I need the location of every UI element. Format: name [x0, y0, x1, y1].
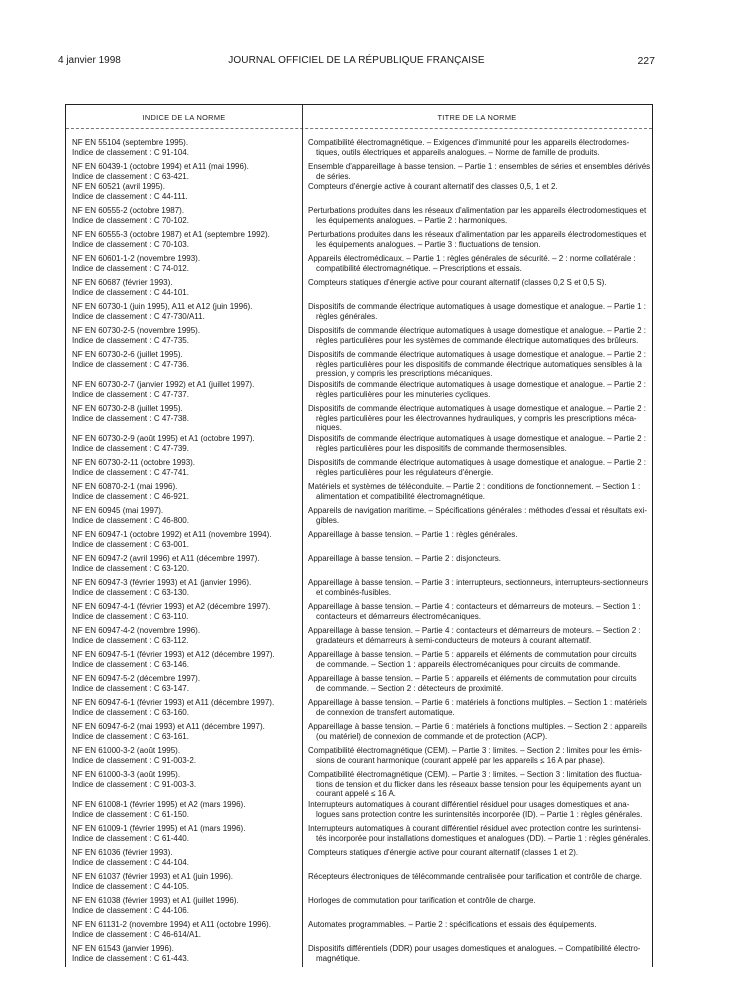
standard-reference	[72, 944, 296, 963]
standard-reference	[72, 554, 296, 573]
title-line: Appareillage à basse tension. – Partie 5 : appareils et éléments de commutation pour circuits	[308, 650, 637, 659]
title-line: Interrupteurs automatiques à courant différentiel résiduel avec protection contre les surintensi-	[308, 824, 641, 833]
standard-number: NF EN 60730-1 (juin 1995), A11 et A12 (juin 1996).	[72, 302, 253, 311]
standard-reference	[72, 302, 296, 321]
standard-title	[308, 404, 646, 433]
standard-reference	[72, 920, 296, 939]
standard-number: NF EN 55104 (septembre 1995).	[72, 138, 189, 147]
title-line: de commande. – Section 1 : appareils électromécaniques pour circuits de commande.	[316, 659, 621, 669]
title-line: magnétique.	[316, 953, 361, 963]
title-line: Dispositifs de commande électrique automatiques à usage domestique et analogue. – Partie 2 :	[308, 434, 646, 443]
standard-title	[308, 674, 646, 693]
standard-reference	[72, 182, 296, 201]
standard-title	[308, 800, 646, 819]
standard-title	[308, 206, 646, 225]
title-line: Compteurs statiques d'énergie active pour courant alternatif (classes 1 et 2).	[308, 848, 579, 857]
title-line: tions de tension et du flicker dans les réseaux basse tension pour les équipements ayant un	[316, 779, 642, 789]
column-header-index: INDICE DE LA NORME	[142, 113, 226, 122]
title-line: règles particulières pour les électrovannes hydrauliques, y compris les prescriptions méca-	[316, 413, 637, 423]
standard-title	[308, 944, 646, 963]
title-line: logues sans protection contre les surintensités incorporée (ID). – Partie 1 : règles générales.	[316, 809, 643, 819]
classification-index: Indice de classement : C 46-921.	[72, 491, 189, 501]
standard-title	[308, 746, 646, 765]
classification-index: Indice de classement : C 44-106.	[72, 905, 189, 915]
title-line: Appareillage à basse tension. – Partie 4 : contacteurs et démarreurs de moteurs. – Section 2 :	[308, 626, 641, 635]
title-line: Appareillage à basse tension. – Partie 3 : interrupteurs, sectionneurs, interrupteurs-sectionneurs	[308, 578, 649, 587]
page-number: 227	[637, 55, 655, 67]
standard-number: NF EN 61131-2 (novembre 1994) et A11 (octobre 1996).	[72, 920, 271, 929]
classification-index: Indice de classement : C 91-104.	[72, 147, 189, 157]
classification-index: Indice de classement : C 91-003-3.	[72, 779, 197, 789]
standard-title	[308, 482, 646, 501]
classification-index: Indice de classement : C 63-421.	[72, 171, 189, 181]
classification-index: Indice de classement : C 44-101.	[72, 287, 189, 297]
title-line: Appareillage à basse tension. – Partie 6 : matériels à fonctions multiples. – Section 2 : appareils	[308, 722, 647, 731]
standard-reference	[72, 872, 296, 891]
standard-reference	[72, 722, 296, 741]
standard-title	[308, 722, 646, 741]
classification-index: Indice de classement : C 61-440.	[72, 833, 189, 843]
title-line: règles particulières pour les régulateurs d'énergie.	[316, 467, 494, 477]
standard-number: NF EN 60521 (avril 1995).	[72, 182, 165, 191]
standard-number: NF EN 60947-5-1 (février 1993) et A12 (décembre 1997).	[72, 650, 275, 659]
standard-number: NF EN 60947-2 (avril 1996) et A11 (décembre 1997).	[72, 554, 260, 563]
standard-reference	[72, 138, 296, 157]
title-line: Appareillage à basse tension. – Partie 6 : matériels à fonctions multiples. – Section 1 : matériels	[308, 698, 647, 707]
classification-index: Indice de classement : C 63-120.	[72, 563, 189, 573]
standard-reference	[72, 326, 296, 345]
standard-number: NF EN 60945 (mai 1997).	[72, 506, 164, 515]
title-line: règles particulières pour les systèmes de commande électrique automatiques des brûleurs.	[316, 335, 639, 345]
title-line: Interrupteurs automatiques à courant différentiel résiduel pour usages domestiques et ana-	[308, 800, 630, 809]
classification-index: Indice de classement : C 46-800.	[72, 515, 189, 525]
standard-reference	[72, 578, 296, 597]
standard-number: NF EN 60730-2-5 (novembre 1995).	[72, 326, 201, 335]
standard-title	[308, 162, 651, 181]
title-line: gradateurs et démarreurs à semi-conducteurs de moteurs à courant alternatif.	[316, 635, 592, 645]
title-line: (ou matériel) de connexion de commande et de protection (ACP).	[316, 731, 548, 741]
standard-title	[308, 650, 646, 669]
standard-title	[308, 138, 646, 157]
standard-number: NF EN 60947-1 (octobre 1992) et A11 (novembre 1994).	[72, 530, 272, 539]
title-line: alimentation et compatibilité électromagnétique.	[316, 491, 485, 501]
title-line: gibles.	[316, 515, 340, 525]
title-line: Perturbations produites dans les réseaux d'alimentation par les appareils électrodomestiques et	[308, 206, 647, 215]
title-line: Dispositifs de commande électrique automatiques à usage domestique et analogue. – Partie 2 :	[308, 458, 646, 467]
title-line: Ensemble d'appareillage à basse tension. – Partie 1 : ensembles de séries et ensembles dérivés	[308, 162, 651, 171]
standard-title	[308, 182, 646, 192]
standard-number: NF EN 60947-3 (février 1993) et A1 (janvier 1996).	[72, 578, 252, 587]
standard-title	[308, 434, 646, 453]
standard-title	[308, 530, 646, 540]
title-line: règles générales.	[316, 311, 378, 321]
classification-index: Indice de classement : C 61-150.	[72, 809, 189, 819]
standard-number: NF EN 61000-3-2 (août 1995).	[72, 746, 181, 755]
standard-number: NF EN 60947-4-1 (février 1993) et A2 (décembre 1997).	[72, 602, 271, 611]
title-line: Automates programmables. – Partie 2 : spécifications et essais des équipements.	[308, 920, 597, 929]
title-line: Compatibilité électromagnétique. – Exigences d'immunité pour les appareils électrodomes-	[308, 138, 630, 147]
title-line: niques.	[316, 423, 342, 432]
title-line: de connexion de transfert automatique.	[316, 707, 455, 717]
title-line: Compatibilité électromagnétique (CEM). – Partie 3 : limites. – Section 2 : limites pour les émis-	[308, 746, 642, 755]
standard-title	[308, 872, 646, 882]
standard-reference	[72, 254, 296, 273]
standard-number: NF EN 60601-1-2 (novembre 1993).	[72, 254, 201, 263]
title-line: sions de courant harmonique (courant appelé par les appareils ≤ 16 A par phase).	[316, 755, 606, 765]
title-line: et combinés-fusibles.	[316, 587, 392, 597]
classification-index: Indice de classement : C 63-146.	[72, 659, 189, 669]
standard-number: NF EN 60730-2-8 (juillet 1995).	[72, 404, 183, 413]
standard-number: NF EN 61037 (février 1993) et A1 (juin 1996).	[72, 872, 233, 881]
standard-title	[308, 698, 646, 717]
title-line: pression, y compris les prescriptions mécaniques.	[316, 369, 493, 378]
standard-title	[308, 602, 646, 621]
title-line: les équipements analogues. – Partie 3 : fluctuations de tension.	[316, 239, 541, 249]
standard-reference	[72, 848, 296, 867]
title-line: règles particulières pour les dispositifs de commande électrique automatiques sensibles à la	[316, 359, 642, 369]
standard-reference	[72, 278, 296, 297]
standard-number: NF EN 61543 (janvier 1996).	[72, 944, 174, 953]
standard-reference	[72, 404, 296, 423]
title-line: règles particulières pour les dispositifs de commande thermosensibles.	[316, 443, 567, 453]
standard-title	[308, 458, 646, 477]
classification-index: Indice de classement : C 70-102.	[72, 215, 189, 225]
title-line: courant appelé ≤ 16 A.	[316, 789, 397, 798]
classification-index: Indice de classement : C 44-105.	[72, 881, 189, 891]
classification-index: Indice de classement : C 47-736.	[72, 359, 189, 369]
title-line: contacteurs et démarreurs électromécaniques.	[316, 611, 481, 621]
classification-index: Indice de classement : C 44-104.	[72, 857, 189, 867]
classification-index: Indice de classement : C 61-443.	[72, 953, 189, 963]
classification-index: Indice de classement : C 63-001.	[72, 539, 189, 549]
standard-reference	[72, 380, 296, 399]
standard-title	[308, 326, 646, 345]
classification-index: Indice de classement : C 47-737.	[72, 389, 189, 399]
classification-index: Indice de classement : C 63-112.	[72, 635, 189, 645]
classification-index: Indice de classement : C 47-739.	[72, 443, 189, 453]
column-divider	[302, 105, 303, 967]
standard-title	[308, 578, 649, 597]
standard-reference	[72, 746, 296, 765]
standard-reference	[72, 206, 296, 225]
title-line: de séries.	[316, 171, 351, 181]
title-line: Perturbations produites dans les réseaux d'alimentation par les appareils électrodomestiques et	[308, 230, 647, 239]
title-line: tés incorporée pour installations domestiques et analogues (DD). – Partie 1 : règles générales.	[316, 833, 651, 843]
title-line: Compteurs statiques d'énergie active pour courant alternatif (classes 0,2 S et 0,5 S).	[308, 278, 607, 287]
standard-number: NF EN 60555-3 (octobre 1987) et A1 (septembre 1992).	[72, 230, 270, 239]
standard-title	[308, 920, 646, 930]
header-divider	[66, 128, 652, 129]
classification-index: Indice de classement : C 63-147.	[72, 683, 189, 693]
classification-index: Indice de classement : C 46-614/A1.	[72, 929, 201, 939]
standard-reference	[72, 896, 296, 915]
title-line: Compteurs d'énergie active à courant alternatif des classes 0,5, 1 et 2.	[308, 182, 558, 191]
title-line: Matériels et systèmes de téléconduite. – Partie 2 : conditions de fonctionnement. – Section 1 :	[308, 482, 641, 491]
standard-number: NF EN 60730-2-11 (octobre 1993).	[72, 458, 196, 467]
standard-number: NF EN 61036 (février 1993).	[72, 848, 173, 857]
classification-index: Indice de classement : C 47-738.	[72, 413, 189, 423]
journal-title: JOURNAL OFFICIEL DE LA RÉPUBLIQUE FRANÇAISE	[228, 55, 485, 66]
classification-index: Indice de classement : C 47-735.	[72, 335, 189, 345]
standard-reference	[72, 434, 296, 453]
standard-reference	[72, 602, 296, 621]
title-line: Dispositifs de commande électrique automatiques à usage domestique et analogue. – Partie 1 :	[308, 302, 646, 311]
standard-title	[308, 506, 646, 525]
title-line: Appareils de navigation maritime. – Spécifications générales : méthodes d'essai et résultats exi-	[308, 506, 648, 515]
title-line: tiques, outils électriques et appareils analogues. – Norme de famille de produits.	[316, 147, 600, 157]
title-line: Horloges de commutation pour tarification et contrôle de charge.	[308, 896, 536, 905]
standard-reference	[72, 230, 296, 249]
standard-title	[308, 278, 646, 288]
standard-title	[308, 896, 646, 906]
title-line: Appareillage à basse tension. – Partie 4 : contacteurs et démarreurs de moteurs. – Section 1 :	[308, 602, 641, 611]
standard-title	[308, 350, 646, 379]
standard-title	[308, 770, 646, 799]
title-line: règles particulières pour les minuteries cycliques.	[316, 389, 491, 399]
classification-index: Indice de classement : C 63-130.	[72, 587, 189, 597]
standards-table	[65, 104, 653, 967]
standard-number: NF EN 60687 (février 1993).	[72, 278, 173, 287]
standard-reference	[72, 482, 296, 501]
standard-reference	[72, 626, 296, 645]
standard-reference	[72, 458, 296, 477]
standard-number: NF EN 61000-3-3 (août 1995).	[72, 770, 181, 779]
standard-reference	[72, 650, 296, 669]
header-date: 4 janvier 1998	[58, 55, 121, 66]
classification-index: Indice de classement : C 47-730/A11.	[72, 311, 205, 321]
standard-number: NF EN 60947-6-2 (mai 1993) et A11 (décembre 1997).	[72, 722, 265, 731]
title-line: Appareillage à basse tension. – Partie 2 : disjoncteurs.	[308, 554, 502, 563]
title-line: Appareillage à basse tension. – Partie 5 : appareils et éléments de commutation pour circuits	[308, 674, 637, 683]
standard-title	[308, 230, 646, 249]
standard-number: NF EN 60947-6-1 (février 1993) et A11 (décembre 1997).	[72, 698, 275, 707]
standard-reference	[72, 800, 296, 819]
title-line: Dispositifs de commande électrique automatiques à usage domestique et analogue. – Partie 2 :	[308, 326, 646, 335]
title-line: Appareils électromédicaux. – Partie 1 : règles générales de sécurité. – 2 : norme collatérale :	[308, 254, 636, 263]
classification-index: Indice de classement : C 63-161.	[72, 731, 189, 741]
classification-index: Indice de classement : C 91-003-2.	[72, 755, 197, 765]
title-line: Dispositifs de commande électrique automatiques à usage domestique et analogue. – Partie 2 :	[308, 404, 646, 413]
title-line: de commande. – Section 2 : détecteurs de proximité.	[316, 683, 504, 693]
standard-number: NF EN 60730-2-6 (juillet 1995).	[72, 350, 183, 359]
title-line: Dispositifs de commande électrique automatiques à usage domestique et analogue. – Partie 2 :	[308, 380, 646, 389]
title-line: Compatibilité électromagnétique (CEM). – Partie 3 : limites. – Section 3 : limitation des fluctua-	[308, 770, 642, 779]
standard-reference	[72, 350, 296, 369]
column-header-title: TITRE DE LA NORME	[437, 113, 517, 122]
title-line: Dispositifs de commande électrique automatiques à usage domestique et analogue. – Partie 2 :	[308, 350, 646, 359]
title-line: compatibilité électromagnétique. – Prescriptions et essais.	[316, 263, 522, 273]
standard-reference	[72, 770, 296, 789]
title-line: Appareillage à basse tension. – Partie 1 : règles générales.	[308, 530, 518, 539]
standard-title	[308, 626, 646, 645]
classification-index: Indice de classement : C 74-012.	[72, 263, 189, 273]
standard-number: NF EN 60730-2-9 (août 1995) et A1 (octobre 1997).	[72, 434, 255, 443]
standard-title	[308, 824, 651, 843]
standard-reference	[72, 530, 296, 549]
standard-number: NF EN 60947-4-2 (novembre 1996).	[72, 626, 201, 635]
standard-number: NF EN 61038 (février 1993) et A1 (juillet 1996).	[72, 896, 239, 905]
table-header	[66, 105, 652, 129]
standard-title	[308, 848, 646, 858]
classification-index: Indice de classement : C 47-741.	[72, 467, 189, 477]
standard-number: NF EN 60555-2 (octobre 1987).	[72, 206, 185, 215]
classification-index: Indice de classement : C 63-110.	[72, 611, 189, 621]
page-header	[58, 55, 655, 69]
standard-title	[308, 380, 646, 399]
classification-index: Indice de classement : C 44-111.	[72, 191, 188, 201]
standard-reference	[72, 824, 296, 843]
classification-index: Indice de classement : C 63-160.	[72, 707, 189, 717]
standard-number: NF EN 60730-2-7 (janvier 1992) et A1 (juillet 1997).	[72, 380, 255, 389]
standard-reference	[72, 162, 296, 181]
standard-reference	[72, 506, 296, 525]
title-line: Dispositifs différentiels (DDR) pour usages domestiques et analogues. – Compatibilité électro-	[308, 944, 641, 953]
standard-number: NF EN 60947-5-2 (décembre 1997).	[72, 674, 201, 683]
standard-number: NF EN 61008-1 (février 1995) et A2 (mars 1996).	[72, 800, 246, 809]
standard-title	[308, 302, 646, 321]
standard-reference	[72, 698, 296, 717]
standard-reference	[72, 674, 296, 693]
standard-number: NF EN 60439-1 (octobre 1994) et A11 (mai 1996).	[72, 162, 249, 171]
standard-number: NF EN 61009-1 (février 1995) et A1 (mars 1996).	[72, 824, 246, 833]
title-line: Récepteurs électroniques de télécommande centralisée pour tarification et contrôle de charge.	[308, 872, 642, 881]
standard-title	[308, 254, 646, 273]
standard-number: NF EN 60870-2-1 (mai 1996).	[72, 482, 178, 491]
title-line: les équipements analogues. – Partie 2 : harmoniques.	[316, 215, 508, 225]
standard-title	[308, 554, 646, 564]
classification-index: Indice de classement : C 70-103.	[72, 239, 189, 249]
